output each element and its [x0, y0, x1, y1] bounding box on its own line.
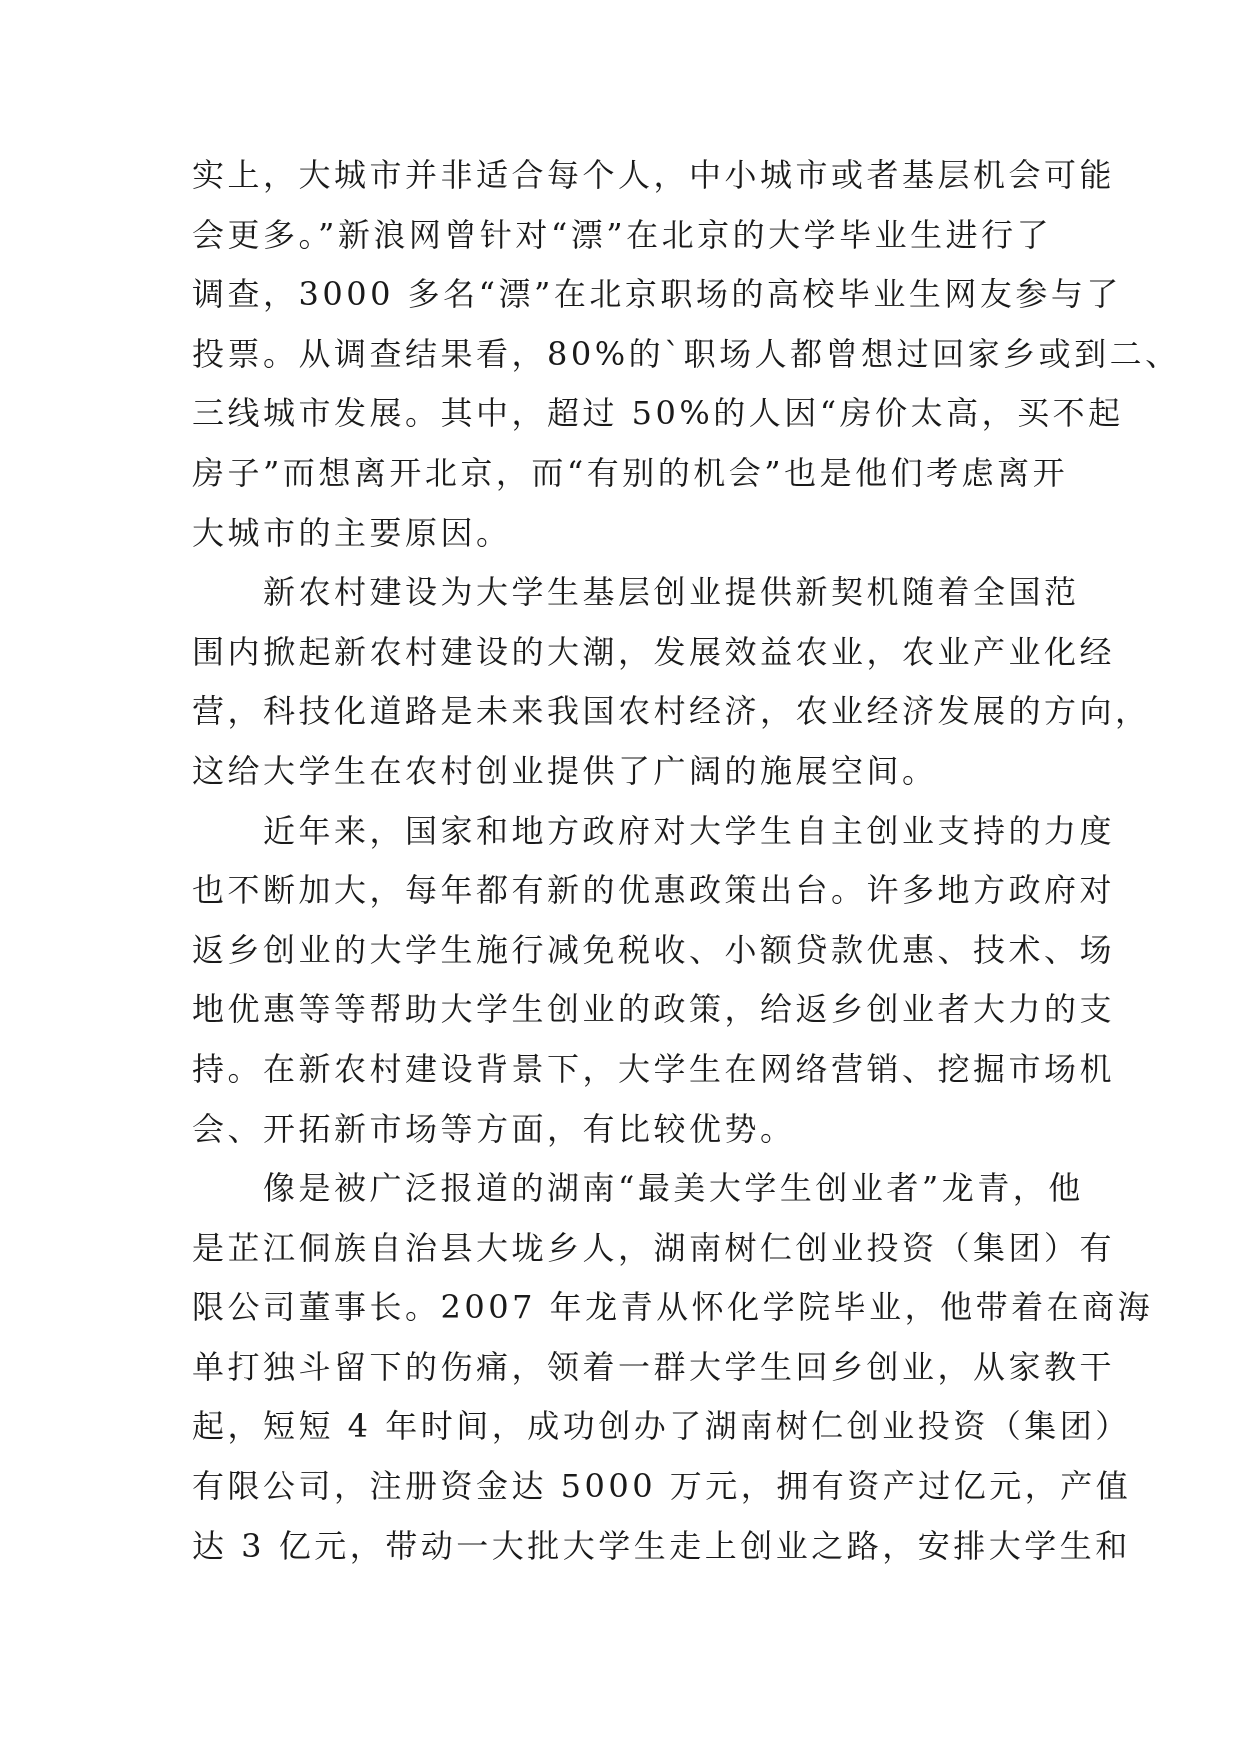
- text-line: 实上，大城市并非适合每个人，中小城市或者基层机会可能: [192, 156, 1116, 194]
- text-line: 房子”而想离开北京，而“有别的机会”也是他们考虑离开: [192, 453, 1069, 492]
- text-line: 调查，3000 多名“漂”在北京职场的高校毕业生网友参与了: [192, 275, 1122, 314]
- text-line: 这给大学生在农村创业提供了广阔的施展空间。: [192, 751, 938, 790]
- paragraph-2: [192, 563, 1151, 801]
- paragraph-4: [192, 1159, 1154, 1576]
- text-line: 营，科技化道路是未来我国农村经济，农业经济发展的方向，: [192, 692, 1151, 731]
- text-line: 也不断加大，每年都有新的优惠政策出台。许多地方政府对: [192, 871, 1116, 910]
- text-line: 投票。从调查结果看，80%的`职场人都曾想过回家乡或到二、: [192, 334, 1181, 373]
- paragraph-1: [192, 146, 1181, 563]
- text-line: 会、开拓新市场等方面，有比较优势。: [192, 1109, 796, 1148]
- text-line: 达 3 亿元，带动一大批大学生走上创业之路，安排大学生和: [192, 1526, 1131, 1565]
- paragraph-3: [192, 802, 1116, 1160]
- text-line: 返乡创业的大学生施行减免税收、小额贷款优惠、技术、场: [192, 930, 1116, 969]
- text-line: 起，短短 4 年时间，成功创办了湖南树仁创业投资（集团）: [192, 1407, 1131, 1446]
- text-line: 地优惠等等帮助大学生创业的政策，给返乡创业者大力的支: [192, 990, 1116, 1029]
- text-line: 近年来，国家和地方政府对大学生自主创业支持的力度: [192, 811, 1116, 850]
- text-line: 围内掀起新农村建设的大潮，发展效益农业，农业产业化经: [192, 632, 1116, 671]
- text-line: 单打独斗留下的伤痛，领着一群大学生回乡创业，从家教干: [192, 1347, 1116, 1386]
- text-line: 三线城市发展。其中，超过 50%的人因“房价太高，买不起: [192, 394, 1124, 433]
- text-line: 新农村建设为大学生基层创业提供新契机随着全国范: [192, 573, 1080, 612]
- body-text: [192, 146, 1181, 1576]
- text-line: 持。在新农村建设背景下，大学生在网络营销、挖掘市场机: [192, 1049, 1116, 1088]
- text-line: 限公司董事长。2007 年龙青从怀化学院毕业，他带着在商海: [192, 1288, 1154, 1327]
- text-line: 是芷江侗族自治县大垅乡人，湖南树仁创业投资（集团）有: [192, 1228, 1116, 1267]
- text-line: 会更多。”新浪网曾针对“漂”在北京的大学毕业生进行了: [192, 215, 1053, 254]
- text-line: 有限公司，注册资金达 5000 万元，拥有资产过亿元，产值: [192, 1467, 1132, 1506]
- text-line: 大城市的主要原因。: [192, 513, 512, 552]
- text-line: 像是被广泛报道的湖南“最美大学生创业者”龙青，他: [192, 1169, 1084, 1208]
